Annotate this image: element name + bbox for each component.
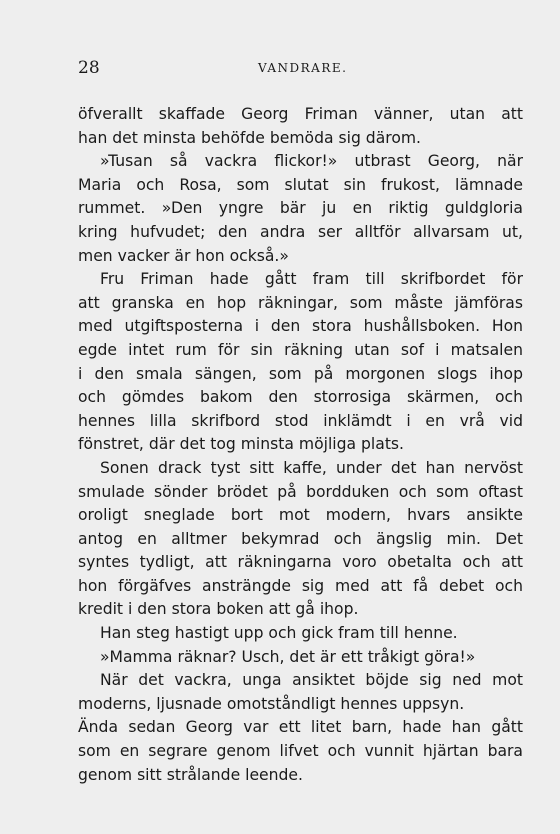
text-line: oroligt sneglade bort mot modern, hvars ansikte	[78, 506, 523, 525]
page-header	[78, 58, 523, 78]
text-line: egde intet rum för sin räkning utan sof i matsalen	[78, 340, 523, 359]
text-line: han det minsta behöfde bemöda sig därom.	[78, 128, 422, 147]
text-line: att granska en hop räkningar, som måste jämföras	[78, 293, 523, 312]
text-line: Fru Friman hade gått fram till skrifbordet för	[100, 270, 523, 289]
text-line: Ända sedan Georg var ett litet barn, hade han gått	[78, 718, 523, 737]
text-line: kring hufvudet; den andra ser alltför allvarsam ut,	[78, 222, 523, 241]
text-line: antog en alltmer bekymrad och ängslig min. Det	[78, 529, 523, 548]
text-line: och gömdes bakom den storrosiga skärmen, och	[78, 388, 523, 407]
text-line: hennes lilla skrifbord stod inklämdt i en vrå vid	[78, 411, 523, 430]
text-line: »Mamma räknar? Usch, det är ett tråkigt göra!»	[100, 647, 476, 666]
text-line: hon förgäfves ansträngde sig med att få debet och	[78, 576, 523, 595]
text-line: moderns, ljusnade omotståndligt hennes uppsyn.	[78, 694, 465, 713]
text-line: i den smala sängen, som på morgonen slogs ihop	[78, 364, 523, 383]
text-line: »Tusan så vackra flickor!» utbrast Georg, när	[100, 152, 523, 171]
text-line: Han steg hastigt upp och gick fram till henne.	[100, 624, 458, 643]
text-line: smulade sönder brödet på bordduken och som oftast	[78, 482, 523, 501]
text-line: men vacker är hon också.»	[78, 246, 289, 265]
text-line: kredit i den stora boken att gå ihop.	[78, 600, 359, 619]
text-line: rummet. »Den yngre bär ju en riktig guldgloria	[78, 199, 523, 218]
text-line: fönstret, där det tog minsta möjliga plats.	[78, 435, 405, 454]
text-line: Sonen drack tyst sitt kaffe, under det han nervöst	[100, 458, 523, 477]
text-line: När det vackra, unga ansiktet böjde sig ned mot	[100, 671, 523, 690]
page-number: 28	[78, 58, 100, 78]
text-line: syntes tydligt, att räkningarna voro obetalta och att	[78, 553, 523, 572]
text-line: genom sitt strålande leende.	[78, 765, 303, 784]
text-line: öfverallt skaffade Georg Friman vänner, utan att	[78, 105, 523, 123]
running-title: VANDRARE.	[258, 61, 348, 75]
text-line: Maria och Rosa, som slutat sin frukost, lämnade	[78, 175, 523, 194]
text-line: med utgiftsposterna i den stora hushållsboken. Hon	[78, 317, 523, 336]
text-line: som en segrare genom lifvet och vunnit hjärtan bara	[78, 742, 523, 761]
body-text	[78, 103, 523, 787]
